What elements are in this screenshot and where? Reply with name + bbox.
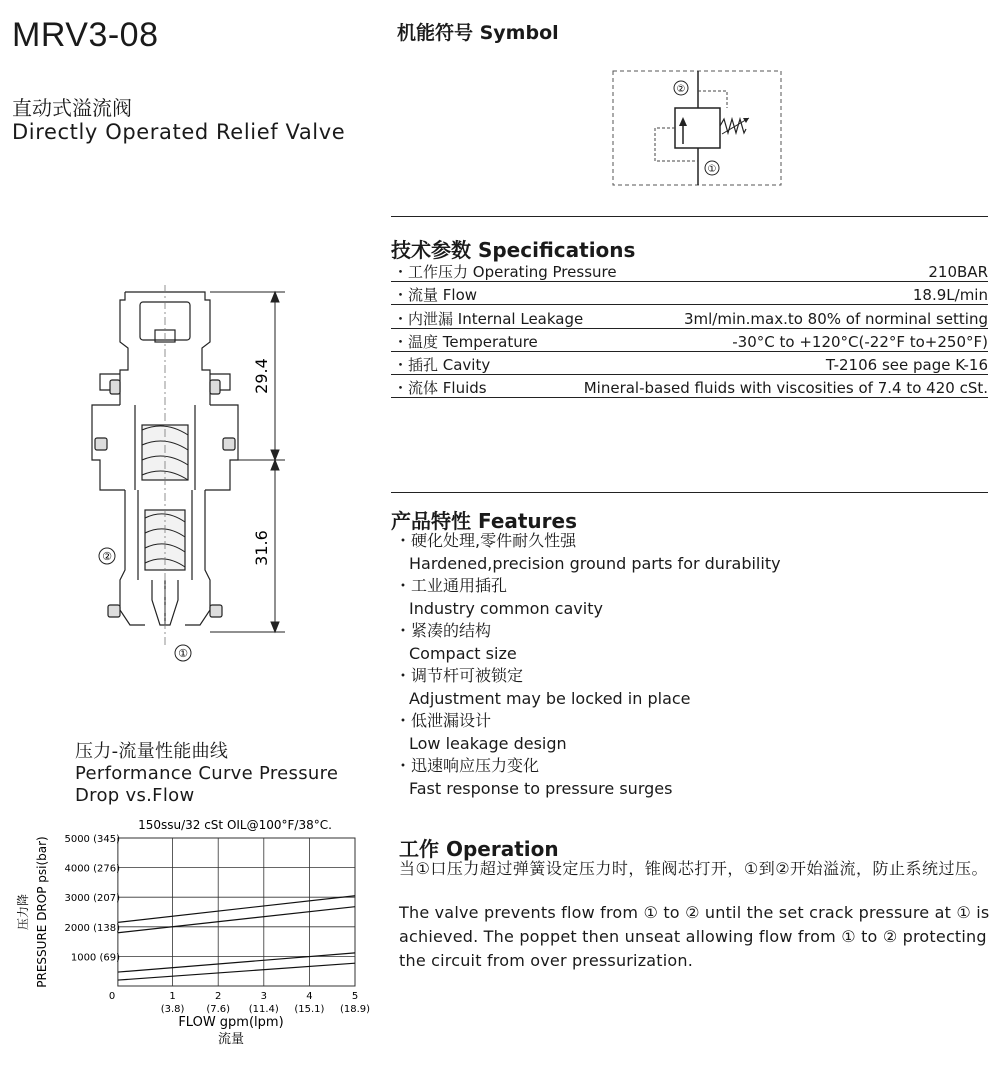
chart-frame	[118, 838, 355, 986]
feature-en: Compact size	[409, 643, 517, 663]
x-tick-label: 2	[215, 991, 222, 1002]
x-tick-label: 3	[260, 991, 267, 1002]
feature-en: Hardened,precision ground parts for durability	[409, 553, 781, 573]
performance-curve-title	[75, 741, 338, 807]
x-origin-label: 0	[108, 991, 116, 1002]
feature-cn: ・工业通用插孔	[395, 576, 508, 595]
hydraulic-symbol	[605, 66, 785, 191]
spec-label: ・流量 Flow	[393, 286, 478, 304]
chart-title: 150ssu/32 cSt OIL@100°F/38°C.	[138, 818, 332, 832]
drawing-port-1: ①	[178, 647, 188, 660]
series-line-3	[118, 953, 355, 972]
feature-item	[395, 575, 955, 620]
spec-value: T-2106 see page K-16	[825, 356, 988, 374]
model-title: MRV3-08	[12, 16, 159, 54]
spec-value: 210BAR	[928, 263, 988, 281]
spec-row	[391, 376, 988, 398]
feature-item	[395, 665, 955, 710]
drawing-port-2: ②	[102, 550, 112, 563]
features-title: 产品特性 Features	[391, 509, 578, 533]
x-tick-label: 5	[351, 991, 359, 1002]
feature-cn: ・迅速响应压力变化	[395, 756, 540, 775]
x-tick-sublabel: (15.1)	[294, 1004, 325, 1015]
performance-title-en-2: Drop vs.Flow	[75, 785, 195, 806]
spec-label: ・温度 Temperature	[393, 333, 538, 351]
spec-row	[391, 353, 988, 375]
feature-en: Low leakage design	[409, 733, 567, 753]
x-tick-sublabel: (7.6)	[206, 1004, 231, 1015]
feature-item	[395, 620, 955, 665]
spec-label: ・插孔 Cavity	[393, 356, 491, 374]
series-line-2	[118, 907, 355, 933]
section-divider	[391, 492, 988, 493]
series-line-4	[118, 963, 355, 980]
spec-value: Mineral-based fluids with viscosities of 7.4 to 420 cSt.	[583, 379, 988, 397]
feature-en: Adjustment may be locked in place	[409, 688, 691, 708]
spec-value: 18.9L/min	[912, 286, 988, 304]
spec-row	[391, 260, 988, 282]
performance-title-cn: 压力-流量性能曲线	[75, 741, 229, 762]
x-tick-sublabel: (11.4)	[248, 1004, 279, 1015]
dimension-lower: 31.6	[252, 530, 271, 566]
product-name-en: Directly Operated Relief Valve	[12, 120, 346, 144]
symbol-port-2: ②	[676, 84, 686, 95]
feature-item	[395, 755, 955, 800]
operation-text-cn: 当①口压力超过弹簧设定压力时，锥阀芯打开，①到②开始溢流，防止系统过压。	[399, 859, 989, 878]
spec-label: ・内泄漏 Internal Leakage	[393, 310, 584, 328]
spec-row	[391, 330, 988, 352]
x-tick-sublabel: (3.8)	[160, 1004, 185, 1015]
feature-cn: ・低泄漏设计	[395, 711, 492, 730]
y-tick-label: 5000 (345)	[64, 834, 120, 845]
dimension-upper: 29.4	[252, 358, 271, 394]
operation-title: 工作 Operation	[399, 837, 559, 861]
spec-row	[391, 283, 988, 305]
spec-label: ・流体 Fluids	[393, 379, 487, 397]
x-axis-label-cn: 流量	[217, 1032, 245, 1047]
feature-item	[395, 530, 955, 575]
y-axis-label-cn: 压力降	[16, 893, 30, 931]
feature-en: Fast response to pressure surges	[409, 778, 673, 798]
series-line-1	[118, 896, 355, 923]
specifications-title: 技术参数 Specifications	[391, 238, 636, 262]
feature-item	[395, 710, 955, 755]
spec-label: ・工作压力 Operating Pressure	[393, 263, 617, 281]
spec-value: -30°C to +120°C(-22°F to+250°F)	[732, 333, 988, 351]
spec-value: 3ml/min.max.to 80% of norminal setting	[683, 310, 988, 328]
x-tick-label: 1	[169, 991, 176, 1002]
operation-text-en: The valve prevents flow from ① to ② until the set crack pressure at ① is achieved. The poppet then unseat allowing flow from ① to ② protecting the circuit from over pressurization.	[399, 903, 990, 970]
symbol-port-1: ①	[707, 164, 717, 175]
y-tick-label: 2000 (138)	[64, 922, 120, 934]
product-name-cn: 直动式溢流阀	[12, 96, 132, 120]
x-axis-label: FLOW gpm(lpm)	[178, 1015, 284, 1030]
valve-cross-section-drawing	[80, 280, 295, 670]
section-divider	[391, 216, 988, 217]
y-tick-label: 3000 (207)	[64, 893, 120, 905]
features-list	[395, 530, 955, 800]
y-tick-label: 1000 (69)	[70, 952, 120, 964]
feature-cn: ・硬化处理,零件耐久性强	[395, 531, 577, 550]
y-axis-label: PRESSURE DROP psi(bar)	[35, 836, 49, 988]
spec-row	[391, 307, 988, 329]
feature-cn: ・紧凑的结构	[395, 621, 492, 640]
x-tick-label: 4	[306, 991, 313, 1002]
performance-title-en-1: Performance Curve Pressure	[75, 763, 339, 784]
feature-cn: ・调节杆可被锁定	[395, 666, 524, 685]
y-tick-label: 4000 (276)	[64, 863, 120, 875]
symbol-title: 机能符号 Symbol	[397, 22, 559, 44]
performance-chart	[0, 812, 390, 1052]
feature-en: Industry common cavity	[409, 598, 603, 618]
x-tick-sublabel: (18.9)	[339, 1004, 371, 1015]
